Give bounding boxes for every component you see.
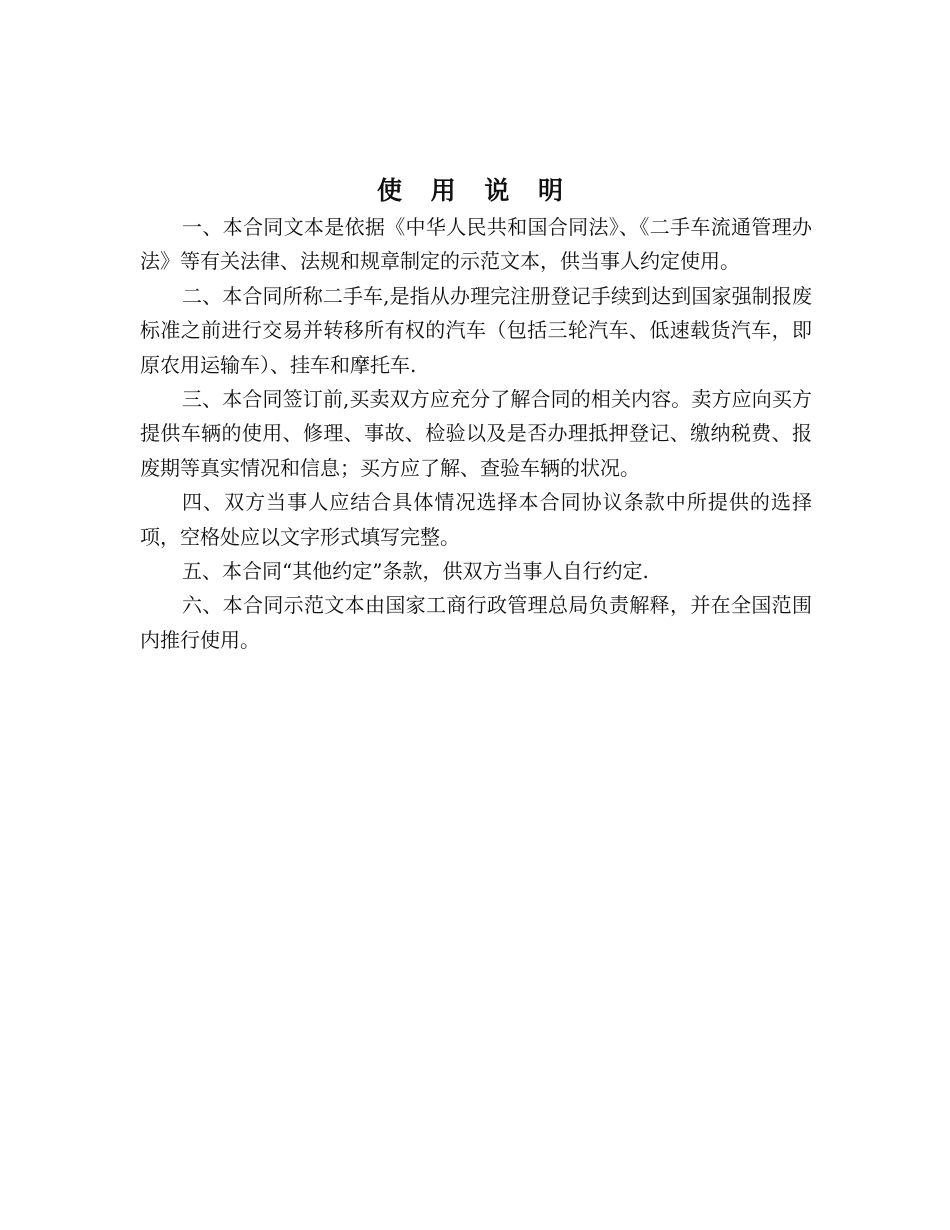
paragraph-4: 四、双方当事人应结合具体情况选择本合同协议条款中所提供的选择项，空格处应以文字形式填写完整。 — [140, 490, 812, 549]
paragraph-1: 一、本合同文本是依据《中华人民共和国合同法》、《二手车流通管理办法》等有关法律、法规和规章制定的示范文本，供当事人约定使用。 — [140, 215, 812, 274]
paragraph-5: 五、本合同“其他约定”条款，供双方当事人自行约定. — [182, 559, 649, 584]
paragraph-6: 六、本合同示范文本由国家工商行政管理总局负责解释，并在全国范围内推行使用。 — [140, 593, 812, 652]
paragraph-3: 三、本合同签订前,买卖双方应充分了解合同的相关内容。卖方应向买方提供车辆的使用、修理、事故、检验以及是否办理抵押登记、缴纳税费、报废期等真实情况和信息；买方应了解、查验车辆的状况。 — [140, 387, 812, 480]
document-body — [140, 210, 812, 657]
paragraph-2: 二、本合同所称二手车,是指从办理完注册登记手续到达到国家强制报废标准之前进行交易并转移所有权的汽车（包括三轮汽车、低速载货汽车，即原农用运输车）、挂车和摩托车. — [140, 283, 812, 377]
document-title: 使 用 说 明 — [376, 176, 574, 205]
